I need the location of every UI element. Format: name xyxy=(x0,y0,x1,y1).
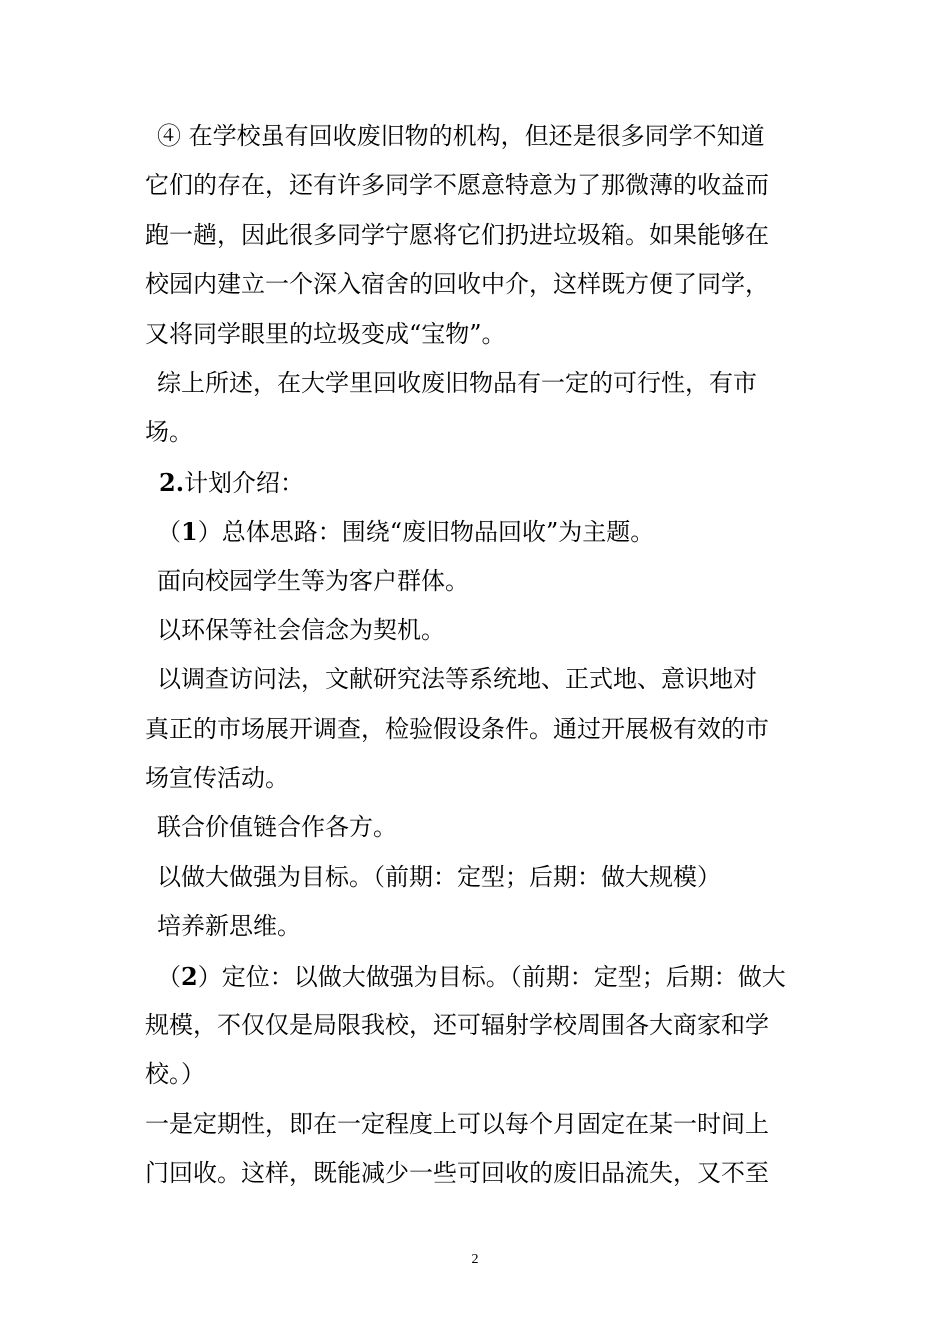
text-line: 规模，不仅仅是局限我校，还可辐射学校周围各大商家和学 xyxy=(145,1011,769,1040)
subsection-text: ）总体思路：围绕“废旧物品回收”为主题。 xyxy=(197,518,655,547)
text-line: ④ 在学校虽有回收废旧物的机构，但还是很多同学不知道 xyxy=(157,122,765,150)
text-line: 以调查访问法，文献研究法等系统地、正式地、意识地对 xyxy=(157,665,757,694)
text-line: 校。） xyxy=(145,1060,205,1089)
text-line: 校园内建立一个深入宿舍的回收中介，这样既方便了同学， xyxy=(145,270,769,299)
text-line: 跑一趟，因此很多同学宁愿将它们扔进垃圾箱。如果能够在 xyxy=(145,220,769,249)
section-title: 计划介绍： xyxy=(184,468,305,497)
text-line: 面向校园学生等为客户群体。 xyxy=(157,566,469,595)
subsection-text: ）定位：以做大做强为目标。（前期：定型；后期：做大 xyxy=(197,962,786,991)
text-line: 以环保等社会信念为契机。 xyxy=(157,615,445,644)
text-line: 又将同学眼里的垃圾变成“宝物”。 xyxy=(145,319,506,348)
section-number: 2. xyxy=(159,467,185,497)
subsection-line xyxy=(145,507,835,556)
subsection-number: 1 xyxy=(181,517,198,547)
text-line: 一是定期性，即在一定程度上可以每个月固定在某一时间上 xyxy=(145,1109,769,1138)
subsection-line xyxy=(145,952,835,1001)
text-line: 联合价值链合作各方。 xyxy=(157,813,397,842)
section-heading xyxy=(145,458,835,507)
paren-open: （ xyxy=(157,962,181,991)
text-line: 以做大做强为目标。（前期：定型；后期：做大规模） xyxy=(157,862,721,891)
text-line: 场。 xyxy=(145,418,193,447)
document-body xyxy=(145,112,835,1199)
paren-open: （ xyxy=(157,518,181,547)
text-line: 门回收。这样，既能减少一些可回收的废旧品流失，又不至 xyxy=(145,1159,769,1188)
text-line: 它们的存在，还有许多同学不愿意特意为了那微薄的收益而 xyxy=(145,171,769,200)
page-number: 2 xyxy=(471,1252,479,1267)
subsection-number: 2 xyxy=(181,961,198,991)
text-line: 真正的市场展开调查，检验假设条件。通过开展极有效的市 xyxy=(145,714,769,743)
text-line: 培养新思维。 xyxy=(157,912,301,941)
text-line: 场宣传活动。 xyxy=(145,764,289,793)
text-line: 综上所述，在大学里回收废旧物品有一定的可行性，有市 xyxy=(157,368,757,397)
